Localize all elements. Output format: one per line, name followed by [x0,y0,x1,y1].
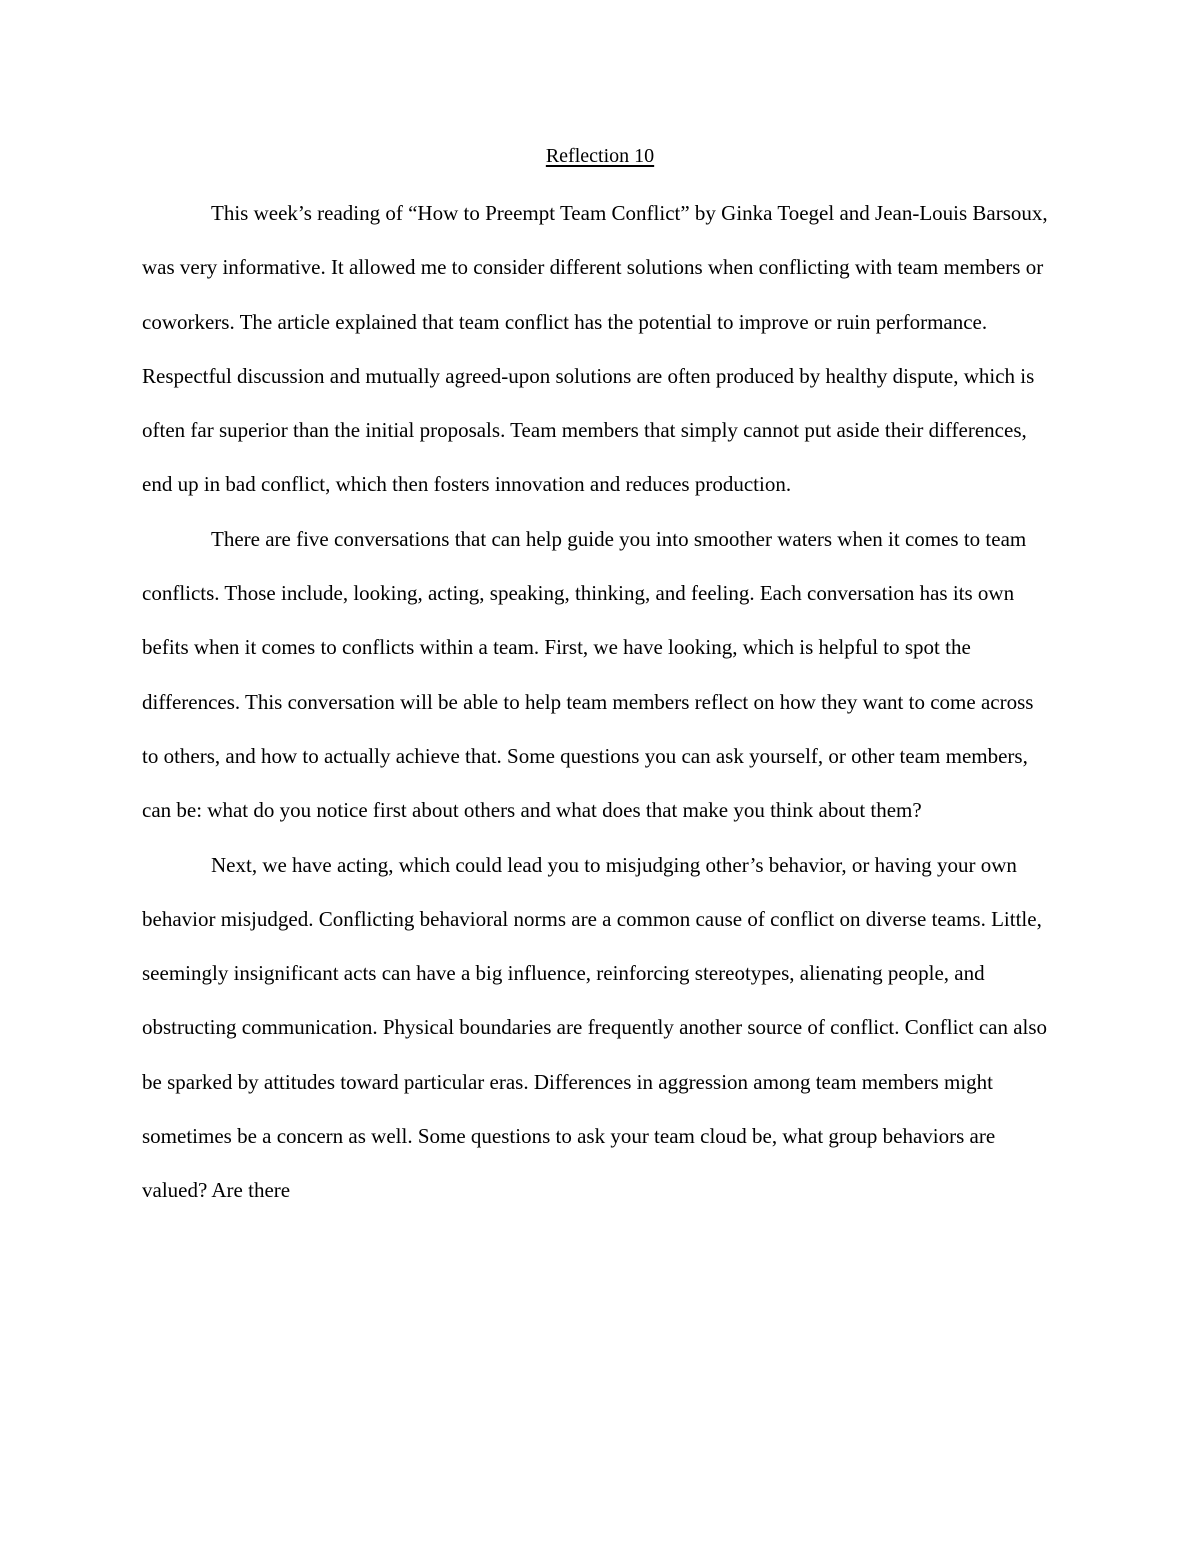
document-body [142,186,1054,1218]
document-title: Reflection 10 [545,145,655,167]
paragraph: This week’s reading of “How to Preempt Team Conflict” by Ginka Toegel and Jean-Louis Barsoux, was very informative. It allowed me to consider different solutions when conflicting with team members or coworkers. The article explained that team conflict has the potential to improve or ruin performance. Respectful discussion and mutually agreed-upon solutions are often produced by healthy dispute, which is often far superior than the initial proposals. Team members that simply cannot put aside their differences, end up in bad conflict, which then fosters innovation and reduces production. [142,201,1048,497]
paragraph: Next, we have acting, which could lead you to misjudging other’s behavior, or having your own behavior misjudged. Conflicting behavioral norms are a common cause of conflict on diverse teams. Little, seemingly insignificant acts can have a big influence, reinforcing stereotypes, alienating people, and obstructing communication. Physical boundaries are frequently another source of conflict. Conflict can also be sparked by attitudes toward particular eras. Differences in aggression among team members might sometimes be a concern as well. Some questions to ask your team cloud be, what group behaviors are valued? Are there [142,852,1048,1203]
paragraph: There are five conversations that can help guide you into smoother waters when it comes to team conflicts. Those include, looking, acting, speaking, thinking, and feeling. Each conversation has its own befits when it comes to conflicts within a team. First, we have looking, which is helpful to spot the differences. This conversation will be able to help team members reflect on how they want to come across to others, and how to actually achieve that. Some questions you can ask yourself, or other team members, can be: what do you notice first about others and what does that make you think about them? [142,526,1034,823]
